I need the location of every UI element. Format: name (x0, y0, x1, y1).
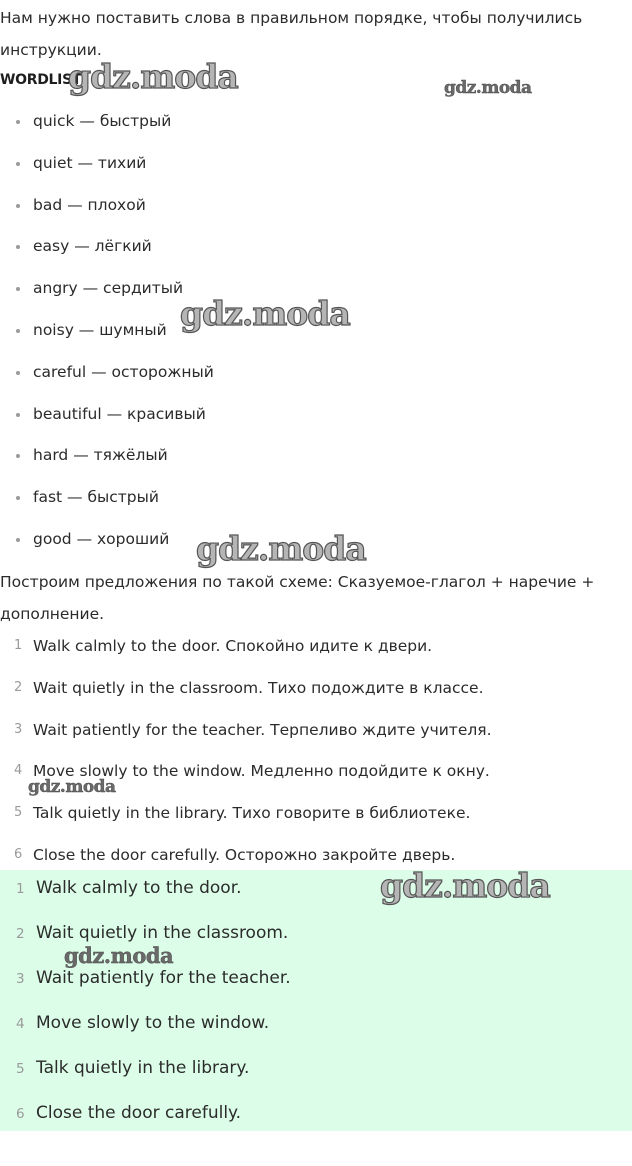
sentence-text: Move slowly to the window. Медленно подойдите к окну. (33, 762, 490, 781)
item-number: 1 (16, 881, 25, 897)
answer-text: Wait quietly in the classroom. (36, 923, 289, 943)
watermark: gdz.moda (180, 294, 350, 333)
bullet-icon (16, 204, 20, 208)
sentence-text: Wait quietly in the classroom. Тихо подождите в классе. (33, 678, 484, 697)
list-item: easy — лёгкий (0, 235, 214, 277)
watermark: gdz.moda (196, 529, 366, 568)
item-number: 2 (14, 679, 23, 695)
bullet-icon (16, 245, 20, 249)
watermark: gdz.moda (64, 943, 174, 968)
answer-text: Wait patiently for the teacher. (36, 968, 291, 988)
watermark: gdz.moda (444, 78, 532, 98)
wordlist-heading: WORDLIST (0, 72, 82, 88)
sentence-list (0, 634, 492, 885)
wordlist (0, 110, 214, 570)
list-item (0, 966, 291, 1011)
watermark: gdz.moda (380, 866, 550, 905)
item-number: 4 (16, 1016, 25, 1032)
list-item (0, 1101, 291, 1146)
item-number: 3 (16, 971, 25, 987)
answer-text: Move slowly to the window. (36, 1013, 270, 1033)
sentence-text: Close the door carefully. Осторожно закройте дверь. (33, 845, 456, 864)
list-item: noisy — шумный (0, 319, 214, 361)
bullet-icon (16, 454, 20, 458)
item-number: 5 (16, 1061, 25, 1077)
list-item (0, 1011, 291, 1056)
bullet-icon (16, 413, 20, 417)
answer-text: Walk calmly to the door. (36, 878, 242, 898)
item-number: 1 (14, 638, 23, 653)
item-number: 4 (14, 763, 23, 779)
answer-text: Talk quietly in the library. (36, 1058, 250, 1078)
item-number: 6 (16, 1106, 25, 1122)
bullet-icon (16, 538, 20, 542)
list-item (0, 876, 291, 921)
sentence-text: Talk quietly in the library. Тихо говорите в библиотеке. (33, 804, 471, 823)
list-item (0, 676, 492, 718)
list-item: good — хороший (0, 528, 214, 570)
bullet-icon (16, 329, 20, 333)
list-item (0, 801, 492, 843)
answer-list (0, 876, 291, 1146)
bullet-icon (16, 287, 20, 291)
item-number: 6 (14, 846, 23, 862)
watermark: gdz.moda (68, 57, 238, 96)
sentence-text: Walk calmly to the door. Спокойно идите к двери. (33, 637, 433, 655)
list-item: hard — тяжёлый (0, 444, 214, 486)
list-item: beautiful — красивый (0, 403, 214, 445)
list-item (0, 634, 492, 676)
bullet-icon (16, 162, 20, 166)
item-number: 5 (14, 805, 23, 821)
sentence-text: Wait patiently for the teacher. Терпеливо ждите учителя. (33, 720, 492, 739)
scheme-text: Построим предложения по такой схеме: Сказуемое-глагол + наречие + дополнение. (0, 573, 595, 623)
intro-text: Нам нужно поставить слова в правильном порядке, чтобы получились инструкции. (0, 9, 583, 59)
list-item: quick — быстрый (0, 110, 214, 152)
list-item (0, 1056, 291, 1101)
list-item: quiet — тихий (0, 152, 214, 194)
list-item: fast — быстрый (0, 486, 214, 528)
bullet-icon (16, 371, 20, 375)
list-item: careful — осторожный (0, 361, 214, 403)
answer-text: Close the door carefully. (36, 1103, 242, 1123)
list-item (0, 718, 492, 760)
bullet-icon (16, 496, 20, 500)
item-number: 2 (16, 926, 25, 942)
watermark: gdz.moda (28, 777, 116, 797)
list-item: bad — плохой (0, 194, 214, 236)
bullet-icon (16, 120, 20, 124)
item-number: 3 (14, 721, 23, 737)
list-item: angry — сердитый (0, 277, 214, 319)
